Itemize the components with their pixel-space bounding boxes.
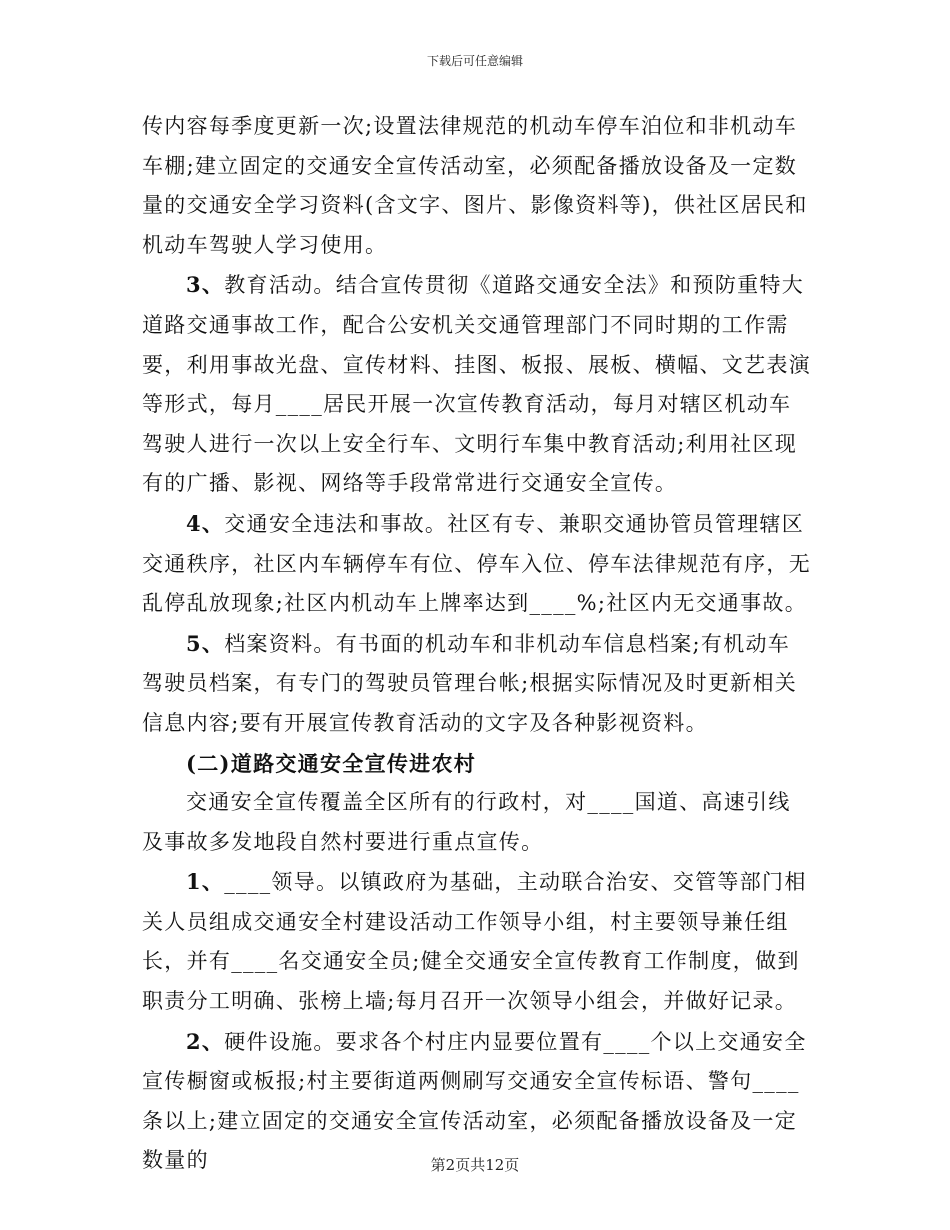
paragraph-archive-materials: [142, 624, 812, 744]
paragraph-text: 传内容每季度更新一次;设置法律规范的机动车停车泊位和非机动车车棚;建立固定的交通安全宣传活动室，必须配备播放设备及一定数量的交通安全学习资料(含文字、图片、影像资料等)，供社区居民和机动车驾驶人学习使用。: [142, 114, 808, 257]
paragraph-violations-accidents: [142, 504, 812, 624]
page-number: 第2页共12页: [430, 1156, 520, 1174]
section-heading: (二)道路交通安全宣传进农村: [186, 750, 477, 776]
paragraph-education-activities: [142, 265, 812, 504]
paragraph-coverage: [142, 783, 812, 862]
paragraph-text: 教育活动。结合宣传贯彻《道路交通安全法》和预防重特大道路交通事故工作，配合公安机关交通管理部门不同时期的工作需要，利用事故光盘、宣传材料、挂图、板报、展板、横幅、文艺表演等形式，每月____居民开展一次宣传教育活动，每月对辖区机动车驾驶人进行一次以上安全行车、文明行车集中教育活动;利用社区现有的广播、影视、网络等手段常常进行交通安全宣传。: [142, 273, 811, 496]
page-header-note: 下载后可任意编辑: [426, 54, 523, 68]
paragraph-text: 交通安全宣传覆盖全区所有的行政村，对____国道、高速引线及事故多发地段自然村要进行重点宣传。: [142, 790, 791, 854]
item-number: 2、: [186, 1028, 225, 1054]
item-number: 5、: [186, 630, 225, 656]
paragraph-leadership: [142, 862, 812, 1021]
paragraph-text: ____领导。以镇政府为基础，主动联合治安、交管等部门相关人员组成交通安全村建设活动工作领导小组，村主要领导兼任组长，并有____名交通安全员;健全交通安全宣传教育工作制度，做到职责分工明确、张榜上墙;每月召开一次领导小组会，并做好记录。: [142, 870, 807, 1014]
item-number: 1、: [186, 869, 225, 895]
item-number: 4、: [186, 510, 225, 536]
paragraph-text: 交通安全违法和事故。社区有专、兼职交通协管员管理辖区交通秩序，社区内车辆停车有位、停车入位、停车法律规范有序，无乱停乱放现象;社区内机动车上牌率达到____%;社区内无交通事故。: [142, 511, 811, 616]
paragraph-text: 硬件设施。要求各个村庄内显要位置有____个以上交通安全宣传橱窗或板报;村主要街道两侧刷写交通安全宣传标语、警句____条以上;建立固定的交通安全宣传活动室，必须配备播放设备及一定数量的: [142, 1029, 807, 1173]
paragraph-continuation: [142, 107, 812, 265]
item-number: 3、: [186, 272, 225, 298]
document-body: [142, 107, 812, 1181]
paragraph-text: 档案资料。有书面的机动车和非机动车信息档案;有机动车驾驶员档案，有专门的驾驶员管理台帐;根据实际情况及时更新相关信息内容;要有开展宣传教育活动的文字及各种影视资料。: [142, 631, 798, 735]
